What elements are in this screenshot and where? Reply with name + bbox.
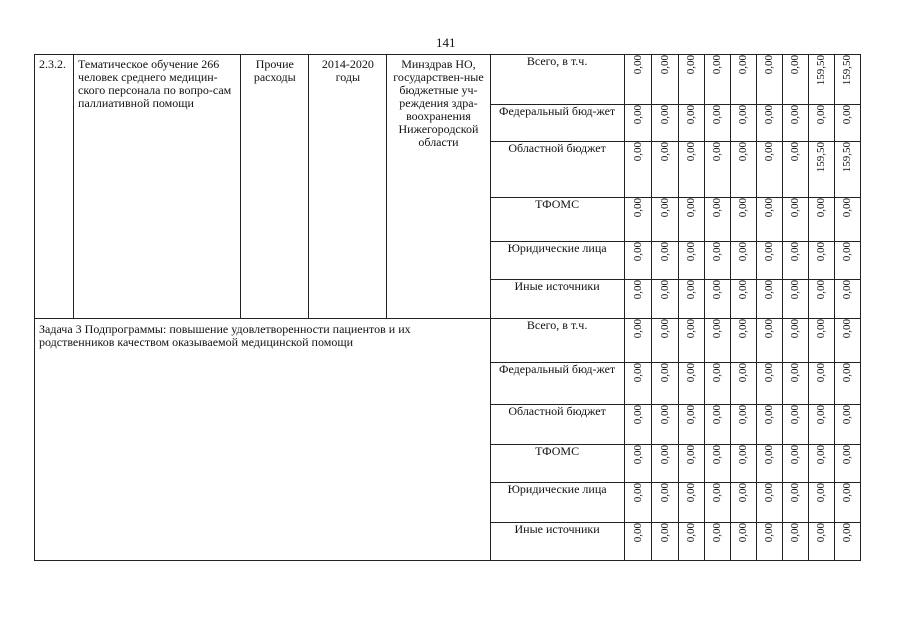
value-cell: 0,00 bbox=[808, 105, 834, 142]
value-cell: 0,00 bbox=[782, 280, 808, 319]
value-cell: 0,00 bbox=[808, 198, 834, 242]
value-cell: 0,00 bbox=[624, 242, 651, 280]
value-cell: 0,00 bbox=[782, 55, 808, 105]
task3-row-total bbox=[35, 319, 861, 363]
value-cell: 0,00 bbox=[730, 142, 756, 198]
value-cell: 0,00 bbox=[624, 319, 651, 363]
source-label: Федеральный бюд-жет bbox=[490, 105, 624, 142]
value-cell: 0,00 bbox=[704, 363, 730, 405]
value-cell: 159,50 bbox=[808, 55, 834, 105]
value-cell: 0,00 bbox=[756, 483, 782, 523]
value-cell: 0,00 bbox=[730, 198, 756, 242]
value-cell: 0,00 bbox=[730, 445, 756, 483]
source-label: Всего, в т.ч. bbox=[490, 319, 624, 363]
value-cell: 0,00 bbox=[834, 483, 860, 523]
value-cell: 0,00 bbox=[808, 483, 834, 523]
value-cell: 0,00 bbox=[678, 105, 704, 142]
value-cell: 0,00 bbox=[808, 363, 834, 405]
value-cell: 0,00 bbox=[678, 198, 704, 242]
value-cell: 0,00 bbox=[678, 55, 704, 105]
value-cell: 0,00 bbox=[651, 363, 678, 405]
value-cell: 0,00 bbox=[834, 242, 860, 280]
value-cell: 0,00 bbox=[730, 363, 756, 405]
value-cell: 0,00 bbox=[624, 363, 651, 405]
value-cell: 0,00 bbox=[756, 405, 782, 445]
value-cell: 0,00 bbox=[651, 319, 678, 363]
source-label: Иные источники bbox=[490, 523, 624, 561]
value-cell: 0,00 bbox=[730, 483, 756, 523]
value-cell: 0,00 bbox=[782, 242, 808, 280]
value-cell: 0,00 bbox=[651, 483, 678, 523]
value-cell: 0,00 bbox=[808, 319, 834, 363]
value-cell: 0,00 bbox=[756, 242, 782, 280]
value-cell: 0,00 bbox=[678, 405, 704, 445]
source-label: Федеральный бюд-жет bbox=[490, 363, 624, 405]
value-cell: 0,00 bbox=[624, 523, 651, 561]
value-cell: 0,00 bbox=[756, 363, 782, 405]
value-cell: 0,00 bbox=[756, 280, 782, 319]
value-cell: 159,50 bbox=[834, 142, 860, 198]
value-cell: 0,00 bbox=[808, 280, 834, 319]
measure-executor: Минздрав НО, государствен-ные бюджетные уч-реждения здра-воохранения Нижегородской области bbox=[387, 55, 490, 319]
value-cell: 0,00 bbox=[651, 445, 678, 483]
value-cell: 0,00 bbox=[624, 280, 651, 319]
value-cell: 0,00 bbox=[624, 55, 651, 105]
value-cell: 0,00 bbox=[834, 523, 860, 561]
value-cell: 0,00 bbox=[704, 319, 730, 363]
value-cell: 0,00 bbox=[651, 405, 678, 445]
value-cell: 159,50 bbox=[834, 55, 860, 105]
value-cell: 0,00 bbox=[834, 280, 860, 319]
value-cell: 0,00 bbox=[730, 105, 756, 142]
value-cell: 0,00 bbox=[651, 142, 678, 198]
value-cell: 0,00 bbox=[704, 105, 730, 142]
value-cell: 0,00 bbox=[730, 405, 756, 445]
value-cell: 0,00 bbox=[704, 198, 730, 242]
value-cell: 0,00 bbox=[730, 319, 756, 363]
value-cell: 0,00 bbox=[782, 445, 808, 483]
value-cell: 0,00 bbox=[651, 198, 678, 242]
value-cell: 0,00 bbox=[730, 523, 756, 561]
value-cell: 0,00 bbox=[808, 242, 834, 280]
value-cell: 0,00 bbox=[756, 198, 782, 242]
value-cell: 0,00 bbox=[782, 405, 808, 445]
measure-name: Тематическое обучение 266 человек среднего медицин-ского персонала по вопро-сам паллиативной помощи bbox=[74, 55, 241, 319]
value-cell: 0,00 bbox=[704, 142, 730, 198]
value-cell: 0,00 bbox=[808, 405, 834, 445]
source-label: Областной бюджет bbox=[490, 142, 624, 198]
value-cell: 0,00 bbox=[678, 445, 704, 483]
value-cell: 0,00 bbox=[834, 105, 860, 142]
value-cell: 0,00 bbox=[808, 445, 834, 483]
value-cell: 0,00 bbox=[624, 105, 651, 142]
value-cell: 0,00 bbox=[834, 363, 860, 405]
value-cell: 0,00 bbox=[704, 55, 730, 105]
source-label: Юридические лица bbox=[490, 483, 624, 523]
value-cell: 0,00 bbox=[678, 483, 704, 523]
value-cell: 0,00 bbox=[704, 280, 730, 319]
value-cell: 0,00 bbox=[730, 280, 756, 319]
value-cell: 0,00 bbox=[624, 142, 651, 198]
value-cell: 0,00 bbox=[782, 523, 808, 561]
value-cell: 0,00 bbox=[782, 142, 808, 198]
value-cell: 0,00 bbox=[756, 142, 782, 198]
value-cell: 0,00 bbox=[834, 198, 860, 242]
value-cell: 0,00 bbox=[730, 242, 756, 280]
value-cell: 0,00 bbox=[834, 319, 860, 363]
value-cell: 0,00 bbox=[782, 363, 808, 405]
value-cell: 0,00 bbox=[782, 319, 808, 363]
value-cell: 0,00 bbox=[651, 280, 678, 319]
value-cell: 0,00 bbox=[834, 405, 860, 445]
value-cell: 0,00 bbox=[678, 319, 704, 363]
value-cell: 0,00 bbox=[651, 523, 678, 561]
value-cell: 0,00 bbox=[678, 280, 704, 319]
value-cell: 0,00 bbox=[704, 523, 730, 561]
value-cell: 0,00 bbox=[704, 445, 730, 483]
value-cell: 0,00 bbox=[704, 405, 730, 445]
value-cell: 0,00 bbox=[678, 142, 704, 198]
value-cell: 0,00 bbox=[624, 445, 651, 483]
value-cell: 0,00 bbox=[651, 242, 678, 280]
value-cell: 0,00 bbox=[651, 55, 678, 105]
task3-title: Задача 3 Подпрограммы: повышение удовлетворенности пациентов и их родственников качеством оказываемой медицинской помощи bbox=[35, 319, 491, 561]
value-cell: 0,00 bbox=[704, 242, 730, 280]
source-label: ТФОМС bbox=[490, 445, 624, 483]
measure-number: 2.3.2. bbox=[35, 55, 74, 319]
value-cell: 0,00 bbox=[756, 105, 782, 142]
value-cell: 0,00 bbox=[782, 105, 808, 142]
source-label: Всего, в т.ч. bbox=[490, 55, 624, 105]
source-label: Юридические лица bbox=[490, 242, 624, 280]
measure-expense-type: Прочие расходы bbox=[241, 55, 309, 319]
value-cell: 0,00 bbox=[756, 55, 782, 105]
source-label: Областной бюджет bbox=[490, 405, 624, 445]
value-cell: 0,00 bbox=[756, 445, 782, 483]
value-cell: 0,00 bbox=[704, 483, 730, 523]
value-cell: 0,00 bbox=[808, 523, 834, 561]
value-cell: 0,00 bbox=[782, 483, 808, 523]
budget-table bbox=[34, 54, 861, 561]
page-number: 141 bbox=[436, 35, 456, 50]
measure-period: 2014-2020 годы bbox=[309, 55, 387, 319]
value-cell: 0,00 bbox=[730, 55, 756, 105]
value-cell: 0,00 bbox=[756, 319, 782, 363]
value-cell: 0,00 bbox=[624, 483, 651, 523]
source-label: Иные источники bbox=[490, 280, 624, 319]
value-cell: 0,00 bbox=[834, 445, 860, 483]
value-cell: 159,50 bbox=[808, 142, 834, 198]
value-cell: 0,00 bbox=[678, 523, 704, 561]
value-cell: 0,00 bbox=[678, 363, 704, 405]
value-cell: 0,00 bbox=[651, 105, 678, 142]
value-cell: 0,00 bbox=[782, 198, 808, 242]
value-cell: 0,00 bbox=[756, 523, 782, 561]
value-cell: 0,00 bbox=[624, 405, 651, 445]
source-label: ТФОМС bbox=[490, 198, 624, 242]
measure-row-total bbox=[35, 55, 861, 105]
value-cell: 0,00 bbox=[624, 198, 651, 242]
value-cell: 0,00 bbox=[678, 242, 704, 280]
